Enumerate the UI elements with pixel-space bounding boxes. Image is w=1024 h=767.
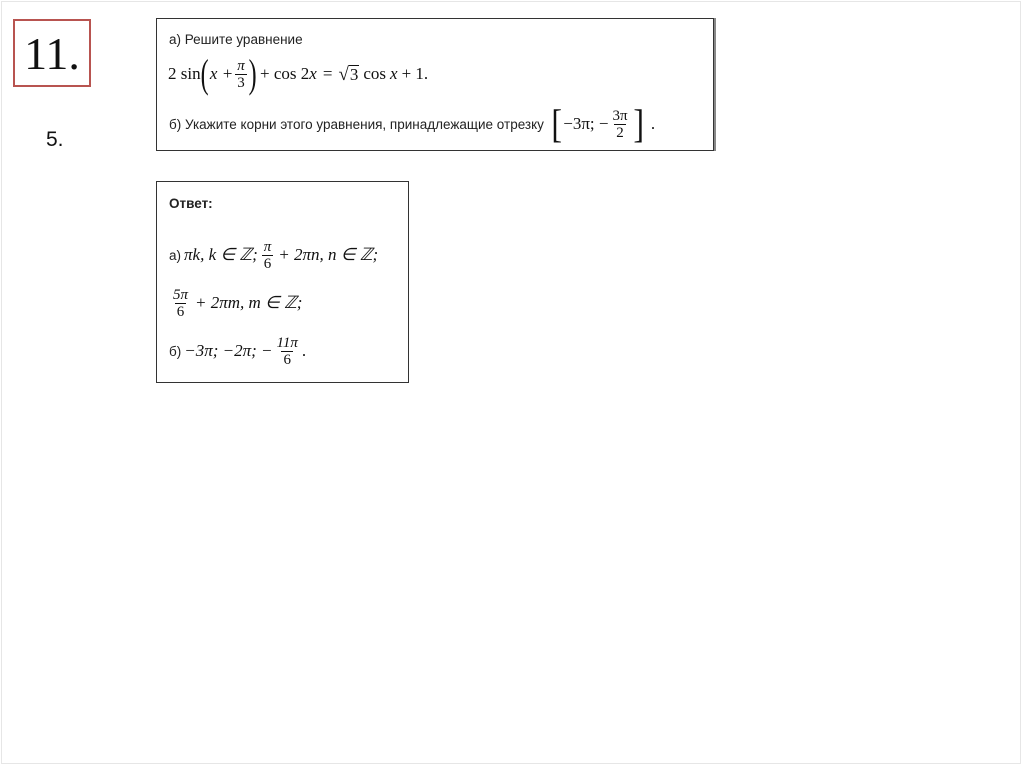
answer-a-line1: а) πk, k ∈ ℤ; $\frac{\pi}{6}$ + 2πn, n ∈ ℤ; — [169, 238, 379, 272]
answer-box — [156, 181, 409, 383]
equation — [168, 53, 428, 95]
left-paren: ( — [200, 51, 209, 96]
eq-x-plus: x + — [209, 64, 234, 83]
left-bracket: [ — [551, 101, 562, 146]
task-number: 11. — [13, 19, 91, 87]
frac-numerator: π — [237, 57, 245, 74]
box-edge-line — [714, 18, 716, 151]
right-bracket: ] — [632, 101, 644, 146]
fraction-pi-over-3 — [235, 58, 247, 91]
sqrt-icon: √ — [338, 63, 349, 85]
eq-plus-one: + 1. — [401, 64, 429, 83]
eq-x: x — [309, 64, 317, 83]
right-paren: ) — [248, 51, 257, 96]
part-b-label: б) Укажите корни этого уравнения, принадлежащие отрезку — [169, 116, 544, 132]
answer-title: Ответ: — [169, 196, 213, 211]
interval-end: . — [650, 114, 656, 133]
fraction-3pi-over-2: $\frac{3\pi}{2}$ — [612, 107, 628, 141]
answer-a-line2: $\frac{5\pi}{6}$ + 2πm, m ∈ ℤ; — [173, 286, 303, 320]
eq-cos: cos — [363, 64, 387, 83]
part-a-label: а) Решите уравнение — [169, 32, 303, 47]
interval-left: −3π; − — [563, 114, 609, 133]
variant-number: 5. — [46, 128, 64, 151]
sqrt-3: √ 3 — [338, 63, 359, 85]
fraction-5pi-over-6: $\frac{5\pi}{6}$ — [173, 286, 189, 320]
answer-b: б) −3π; −2π; − $\frac{11\pi}{6}$ . — [169, 334, 307, 368]
part-b — [169, 101, 655, 147]
fraction-11pi-over-6: $\frac{11\pi}{6}$ — [276, 334, 298, 368]
eq-cos2: + cos 2 — [260, 64, 310, 83]
problem-box — [156, 18, 714, 151]
eq-equals: = — [322, 64, 333, 83]
frac-denominator: 3 — [237, 74, 245, 91]
eq-term-2sin: 2 sin — [168, 64, 201, 83]
fraction-pi-over-6: $\frac{\pi}{6}$ — [263, 238, 272, 272]
eq-x2: x — [390, 64, 398, 83]
